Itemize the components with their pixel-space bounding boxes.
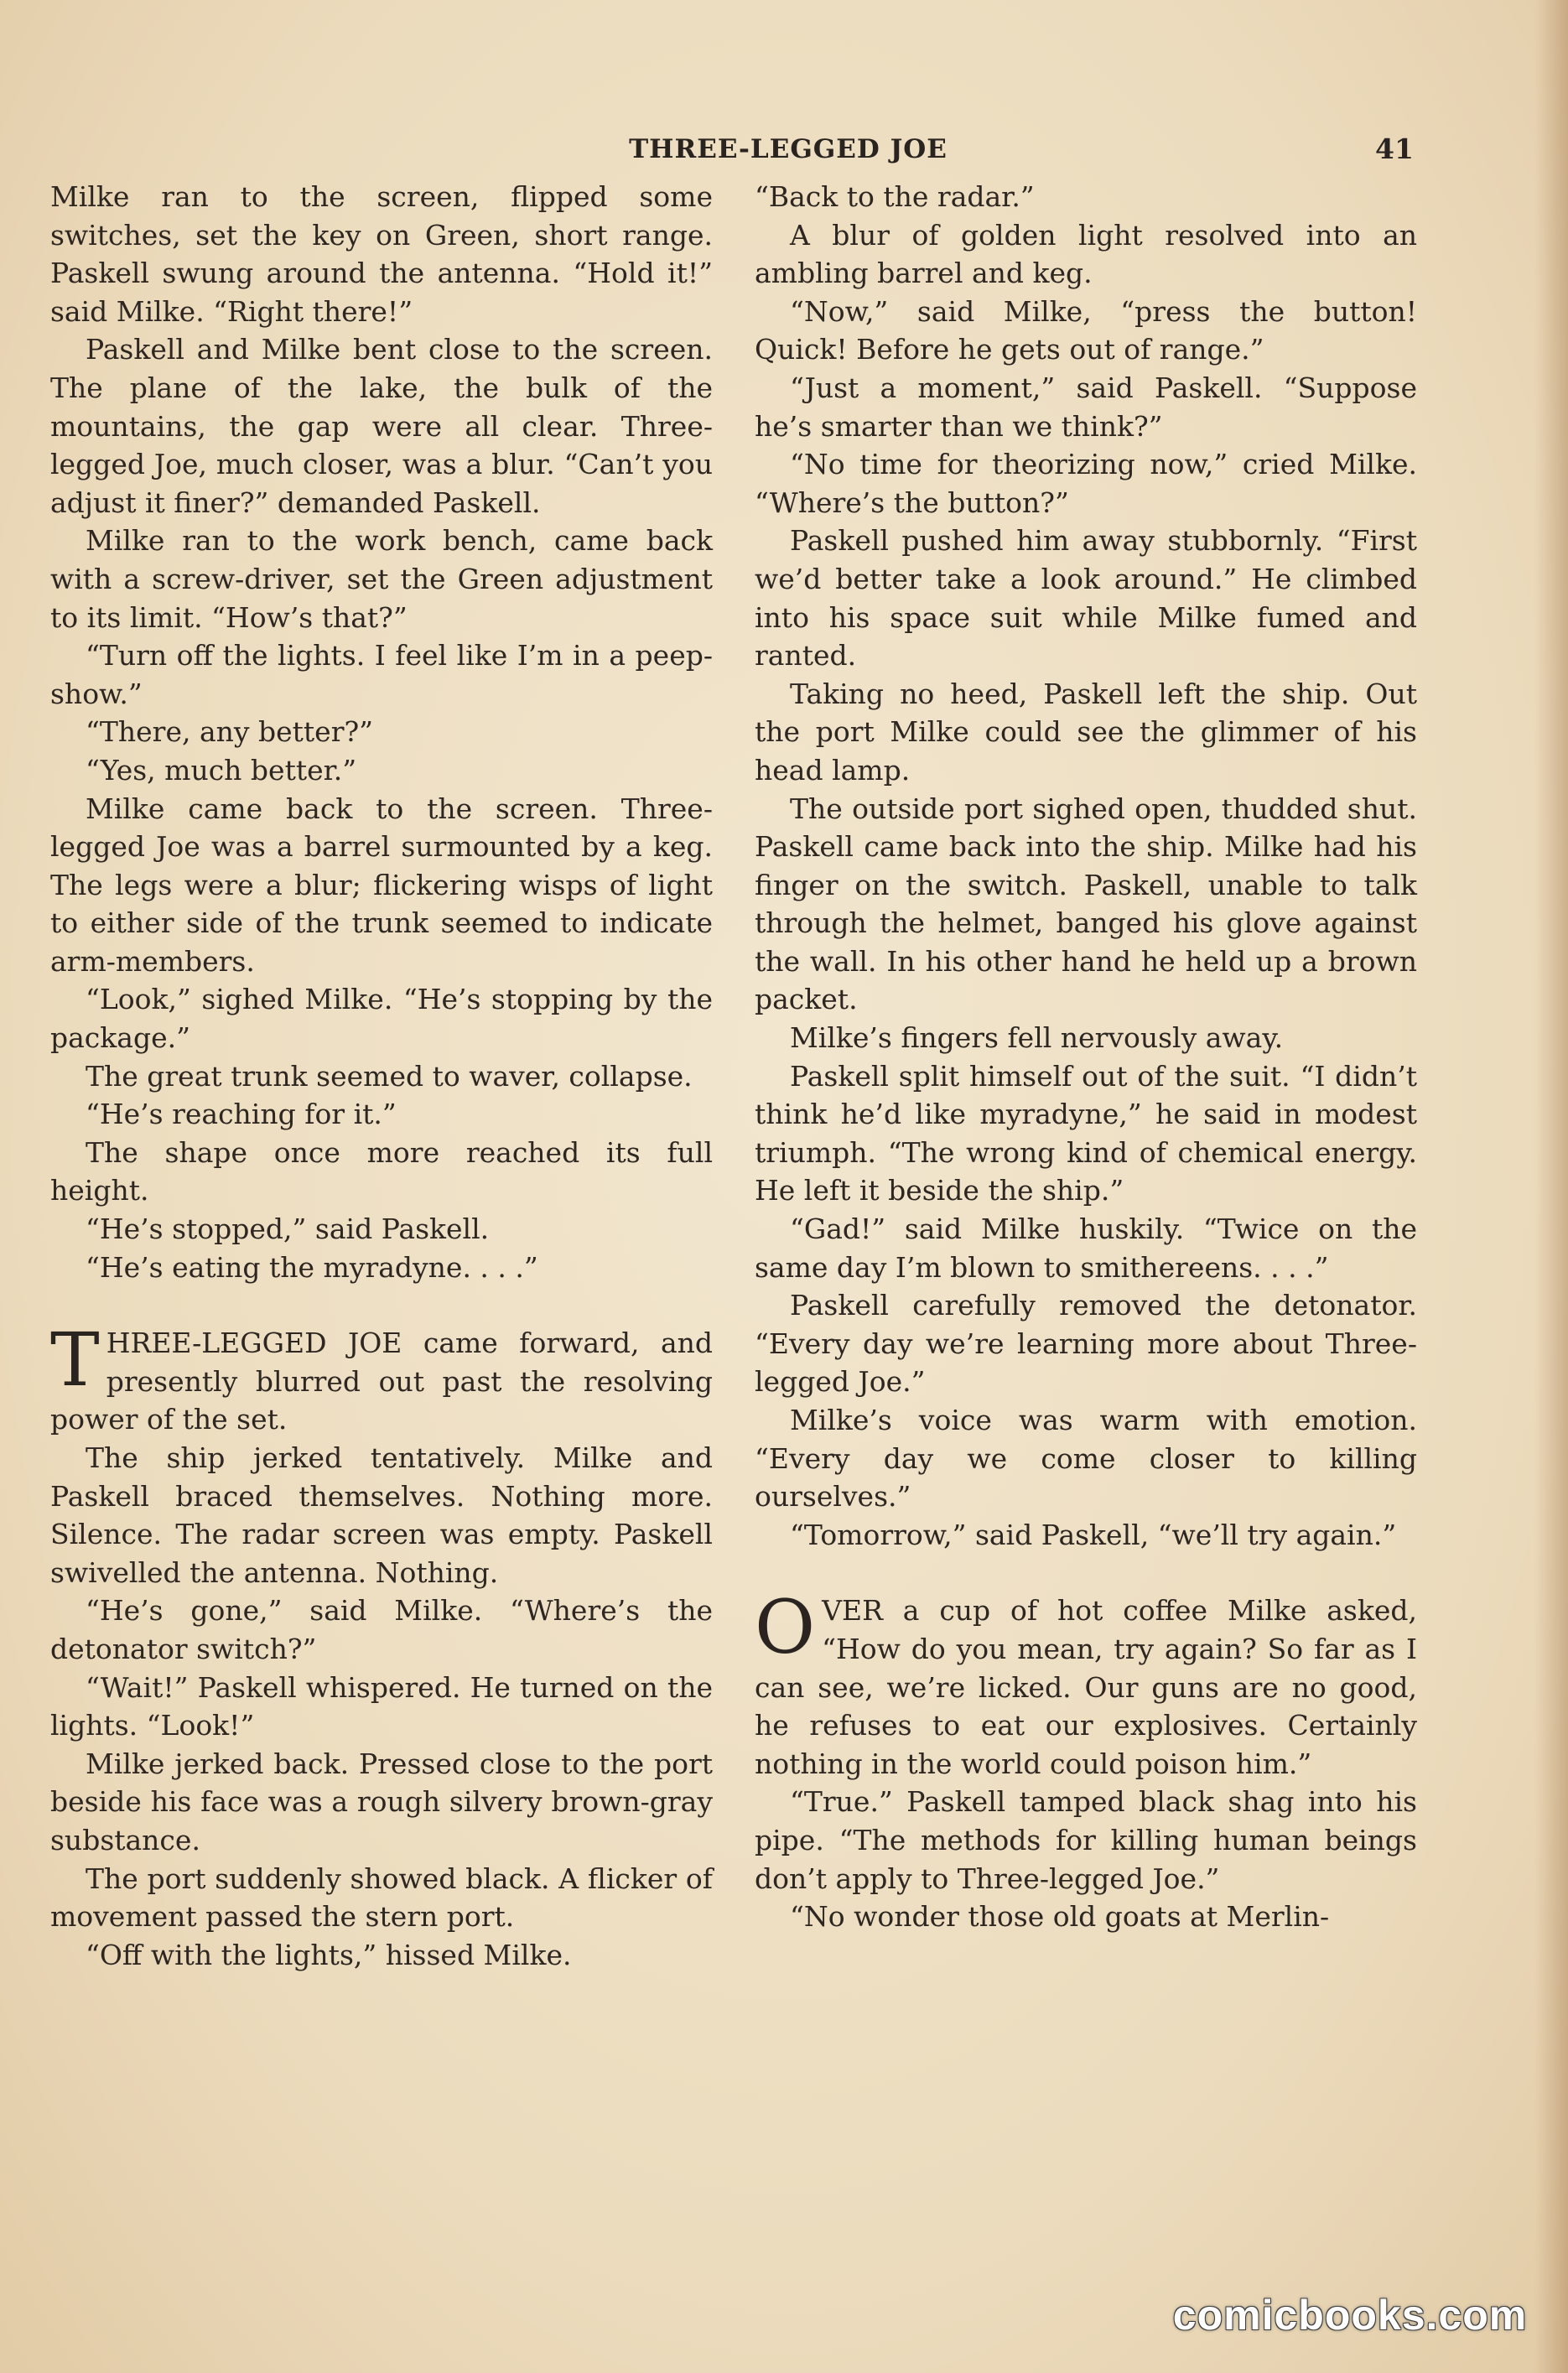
text-paragraph (755, 1898, 1417, 1936)
text-paragraph (755, 1057, 1417, 1210)
paragraph-text: VER a cup of hot coffee Milke asked, “How do you mean, try again? So far as I can see, we’re licked. Our guns are no good, he refuses to eat our explosives. Certainly nothing in the world could poison him.” (755, 1594, 1417, 1780)
paragraph-text: Milke’s voice was warm with emotion. “Every day we come closer to killing ourselves.” (755, 1404, 1417, 1514)
paragraph-text: The port suddenly showed black. A flicker of movement passed the stern port. (50, 1862, 713, 1934)
text-paragraph (50, 1860, 713, 1936)
running-title: THREE-LEGGED JOE (629, 134, 948, 164)
paragraph-text: “Just a moment,” said Paskell. “Suppose he’s smarter than we think?” (755, 371, 1417, 443)
text-paragraph (50, 330, 713, 522)
text-paragraph (50, 1134, 713, 1210)
paragraph-text: “Yes, much better.” (86, 753, 357, 787)
paragraph-text: Paskell split himself out of the suit. “I didn’t think he’d like myradyne,” he said in modest triumph. “The wrong kind of chemical energy. He left it beside the ship.” (755, 1059, 1417, 1207)
page-number: 41 (1375, 132, 1414, 165)
text-paragraph (50, 1669, 713, 1745)
paragraph-text: “Turn off the lights. I feel like I’m in a peep-show.” (50, 639, 713, 710)
text-paragraph (50, 636, 713, 713)
text-paragraph (50, 1095, 713, 1134)
right-column (755, 178, 1417, 1936)
paragraph-text: Paskell pushed him away stubbornly. “First we’d better take a look around.” He climbed into his space suit while Milke fumed and ranted. (755, 524, 1417, 672)
text-paragraph (755, 178, 1417, 216)
paragraph-text: “Back to the radar.” (755, 180, 1035, 213)
paragraph-text: “No time for theorizing now,” cried Milke. “Where’s the button?” (755, 448, 1417, 519)
paragraph-text: HREE-LEGGED JOE came forward, and presently blurred out past the resolving power of the set. (50, 1327, 713, 1436)
paragraph-text: Milke ran to the screen, flipped some switches, set the key on Green, short range. Paskell swung around the antenna. “Hold it!” said Milke. “Right there!” (50, 180, 713, 328)
text-paragraph (50, 751, 713, 790)
section-lead-paragraph (755, 1584, 1417, 1783)
text-paragraph (755, 369, 1417, 445)
text-paragraph (50, 522, 713, 636)
paragraph-text: “He’s reaching for it.” (86, 1098, 397, 1131)
text-paragraph (755, 1210, 1417, 1286)
paragraph-text: Milke jerked back. Pressed close to the port beside his face was a rough silvery brown-gray substance. (50, 1747, 713, 1856)
paragraph-text: “He’s stopped,” said Paskell. (86, 1212, 490, 1246)
text-paragraph (50, 790, 713, 981)
text-paragraph (755, 790, 1417, 1020)
text-paragraph (50, 1936, 713, 1975)
text-paragraph (755, 445, 1417, 522)
paragraph-text: “Now,” said Milke, “press the button! Quick! Before he gets out of range.” (755, 294, 1417, 366)
page-edge-shadow (1534, 0, 1568, 2373)
paragraph-text: “Tomorrow,” said Paskell, “we’ll try again.” (790, 1518, 1397, 1551)
text-paragraph (755, 1019, 1417, 1057)
text-paragraph (755, 1516, 1417, 1555)
text-paragraph (755, 216, 1417, 293)
watermark-text: comicbooks.com (1172, 2292, 1528, 2339)
paragraph-text: Milke ran to the work bench, came back with a screw-driver, set the Green adjustment to its limit. “How’s that?” (50, 524, 713, 634)
paragraph-text: “He’s gone,” said Milke. “Where’s the detonator switch?” (50, 1594, 713, 1665)
text-paragraph (50, 1057, 713, 1096)
section-lead-paragraph (50, 1316, 713, 1439)
paragraph-text: “Gad!” said Milke huskily. “Twice on the same day I’m blown to smithereens. . . .” (755, 1212, 1417, 1284)
text-paragraph (755, 1783, 1417, 1898)
text-paragraph (755, 675, 1417, 790)
paragraph-text: Milke came back to the screen. Three-legged Joe was a barrel surmounted by a keg. The legs were a blur; flickering wisps of light to either side of the trunk seemed to indicate arm-members. (50, 792, 713, 978)
text-paragraph (50, 1210, 713, 1249)
paragraph-text: “He’s eating the myradyne. . . .” (86, 1250, 538, 1284)
paragraph-text: Milke’s fingers fell nervously away. (790, 1021, 1284, 1055)
paragraph-text: The great trunk seemed to waver, collapse. (86, 1059, 693, 1093)
paragraph-text: Taking no heed, Paskell left the ship. Out the port Milke could see the glimmer of his head lamp. (755, 677, 1417, 787)
text-paragraph (755, 293, 1417, 369)
paragraph-text: The outside port sighed open, thudded shut. Paskell came back into the ship. Milke had his finger on the switch. Paskell, unable to talk through the helmet, banged his glove against the wall. In his other hand he held up a brown packet. (755, 792, 1417, 1016)
paragraph-text: “Wait!” Paskell whispered. He turned on the lights. “Look!” (50, 1670, 713, 1742)
paragraph-text: The ship jerked tentatively. Milke and Paskell braced themselves. Nothing more. Silence. The radar screen was empty. Paskell swivelled the antenna. Nothing. (50, 1441, 713, 1589)
paragraph-text: “No wonder those old goats at Merlin- (790, 1900, 1330, 1934)
text-paragraph (50, 1439, 713, 1592)
site-watermark-logo (1157, 2289, 1543, 2341)
drop-cap: T (50, 1316, 100, 1404)
text-paragraph (50, 980, 713, 1057)
paragraph-text: “There, any better?” (86, 715, 374, 749)
paragraph-text: “Look,” sighed Milke. “He’s stopping by the package.” (50, 983, 713, 1055)
paragraph-text: “Off with the lights,” hissed Milke. (86, 1938, 572, 1971)
text-paragraph (755, 1286, 1417, 1401)
text-paragraph (50, 713, 713, 751)
drop-cap: O (755, 1584, 816, 1671)
left-column (50, 178, 713, 1974)
text-paragraph (50, 178, 713, 330)
paragraph-text: The shape once more reached its full height. (50, 1135, 713, 1207)
paragraph-text: A blur of golden light resolved into an ambling barrel and keg. (755, 218, 1417, 290)
text-paragraph (50, 1745, 713, 1860)
text-paragraph (50, 1592, 713, 1668)
paragraph-text: Paskell carefully removed the detonator. “Every day we’re learning more about Three-legged Joe.” (755, 1289, 1417, 1399)
text-paragraph (50, 1249, 713, 1287)
paragraph-text: Paskell and Milke bent close to the screen. The plane of the lake, the bulk of the mountains, the gap were all clear. Three-legged Joe, much closer, was a blur. “Can’t you adjust it finer?” demanded Paskell. (50, 333, 713, 519)
text-paragraph (755, 522, 1417, 674)
text-paragraph (755, 1401, 1417, 1516)
paragraph-text: “True.” Paskell tamped black shag into his pipe. “The methods for killing human beings don’t apply to Three-legged Joe.” (755, 1785, 1417, 1895)
